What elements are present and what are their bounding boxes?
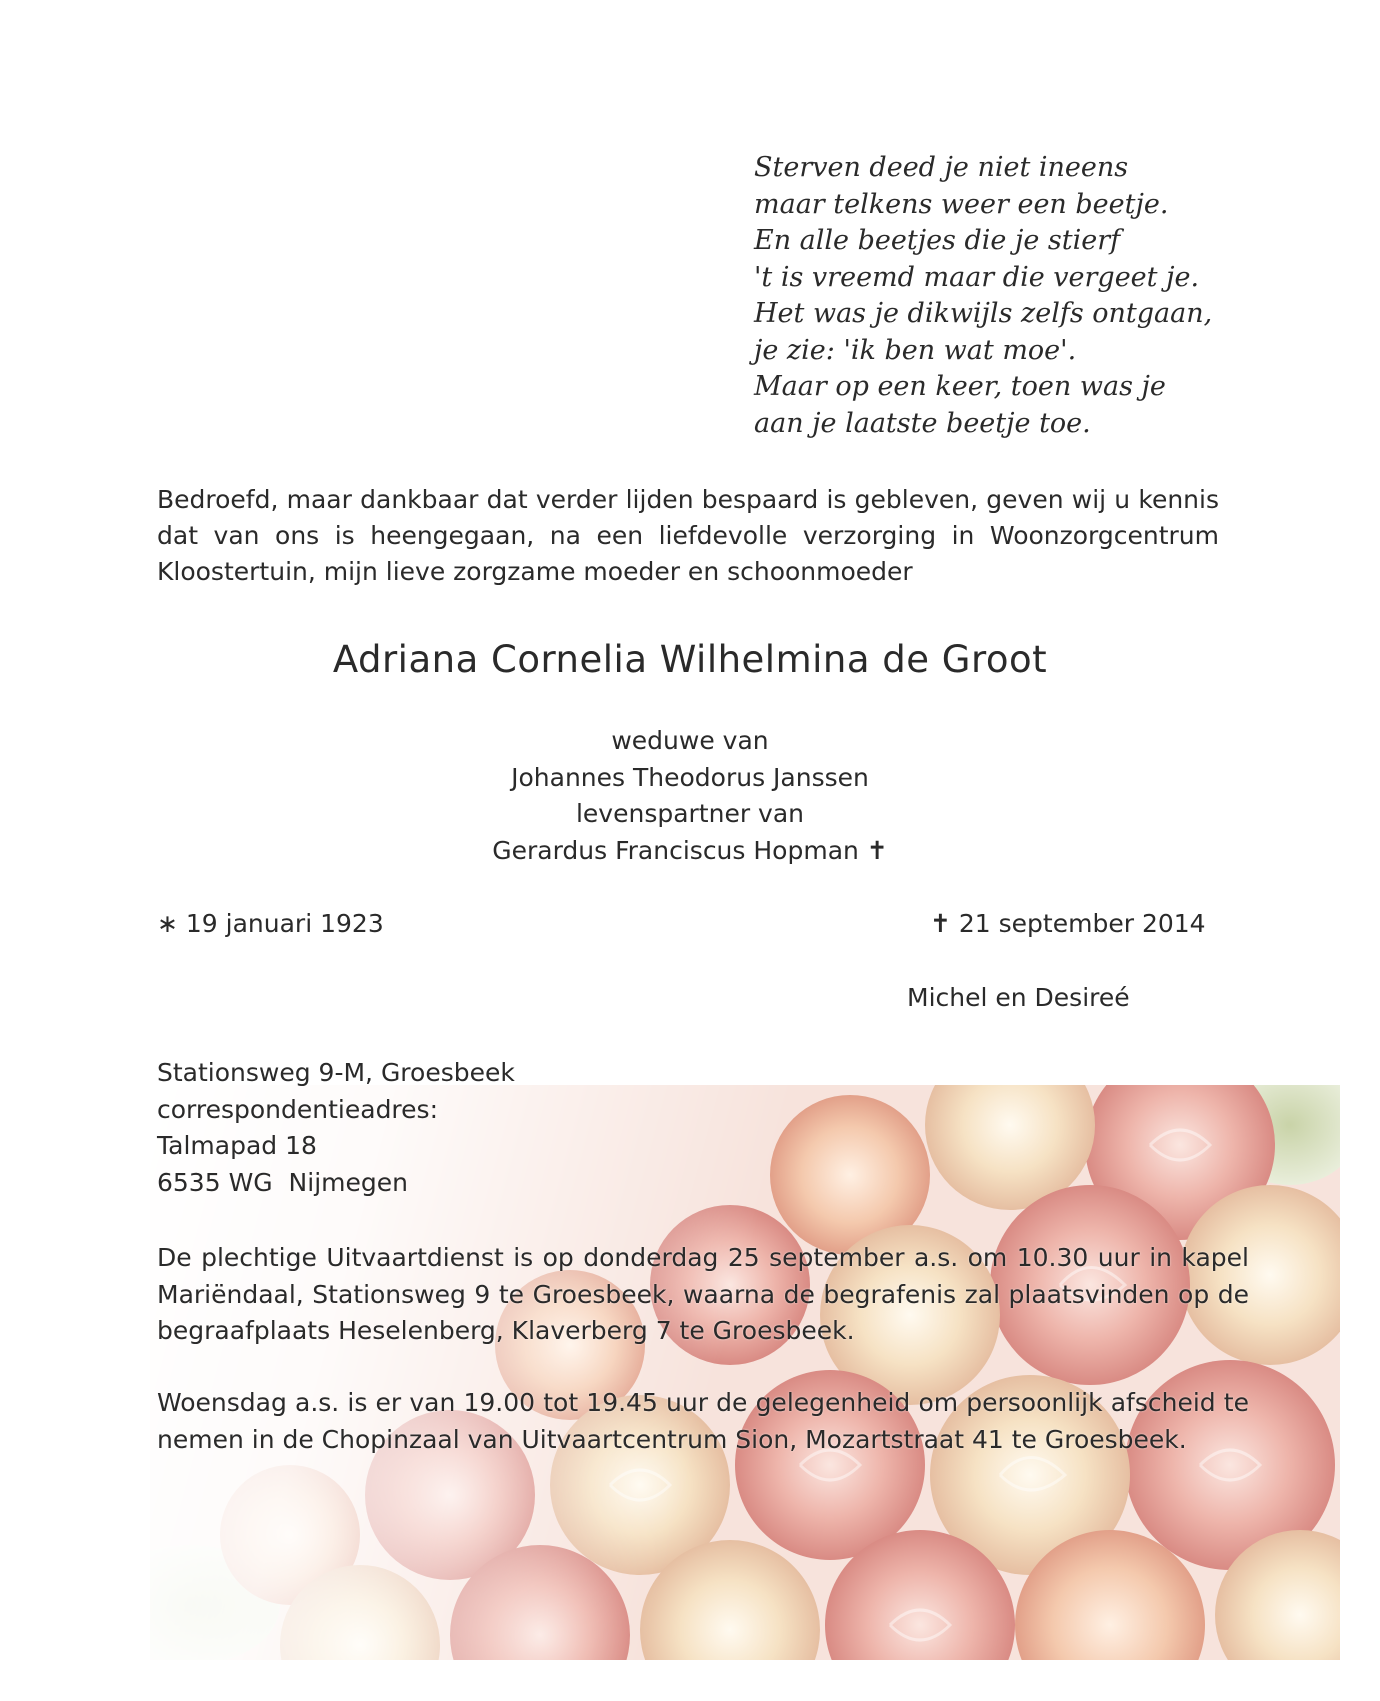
- relations-block: [0, 723, 1380, 869]
- poem-line: 't is vreemd maar die vergeet je.: [754, 261, 1200, 293]
- poem-line: Maar op een keer, toen was je: [754, 371, 1166, 402]
- death-date: ✝ 21 september 2014: [930, 909, 1206, 938]
- birth-date: ∗ 19 januari 1923: [157, 909, 384, 938]
- relation-line: Johannes Theodorus Janssen: [511, 762, 869, 792]
- poem: [754, 150, 1274, 442]
- poem-line: En alle beetjes die je stierf: [754, 225, 1121, 256]
- poem-line: aan je laatste beetje toe.: [754, 407, 1091, 439]
- poem-line: je zie: 'ik ben wat moe'.: [754, 334, 1077, 366]
- poem-line: Sterven deed je niet ineens: [754, 152, 1129, 183]
- address-line: correspondentieadres:: [157, 1094, 438, 1124]
- deceased-name: Adriana Cornelia Wilhelmina de Groot: [332, 638, 1048, 681]
- address-line: 6535 WG Nijmegen: [157, 1167, 408, 1197]
- announcement-intro: Bedroefd, maar dankbaar dat verder lijden bespaard is gebleven, geven wij u kennis dat van ons is heengegaan, na een liefdevolle verzorging in Woonzorgcentrum Kloostertuin, mijn lieve zorgzame moeder en schoonmoeder: [157, 485, 1219, 586]
- poem-line: Het was je dikwijls zelfs ontgaan,: [754, 298, 1213, 329]
- address-line: Talmapad 18: [157, 1131, 317, 1160]
- family-signature: Michel en Desireé: [907, 983, 1130, 1012]
- relation-line: weduwe van: [611, 726, 769, 755]
- poem-line: maar telkens weer een beetje.: [754, 188, 1169, 220]
- relation-line: levenspartner van: [575, 799, 805, 828]
- address-block: [157, 1055, 515, 1201]
- funeral-service-info: De plechtige Uitvaartdienst is op donderdag 25 september a.s. om 10.30 uur in kapel Mariëndaal, Stationsweg 9 te Groesbeek, waarna de begrafenis zal plaatsvinden op de begraafplaats Heselenberg, Klaverberg 7 te Groesbeek.: [157, 1243, 1249, 1345]
- farewell-viewing-info: Woensdag a.s. is er van 19.00 tot 19.45 uur de gelegenheid om persoonlijk afscheid te nemen in de Chopinzaal van Uitvaartcentrum Sion, Mozartstraat 41 te Groesbeek.: [157, 1388, 1249, 1454]
- address-line: Stationsweg 9-M, Groesbeek: [157, 1058, 515, 1087]
- relation-line: Gerardus Franciscus Hopman ✝: [492, 835, 888, 865]
